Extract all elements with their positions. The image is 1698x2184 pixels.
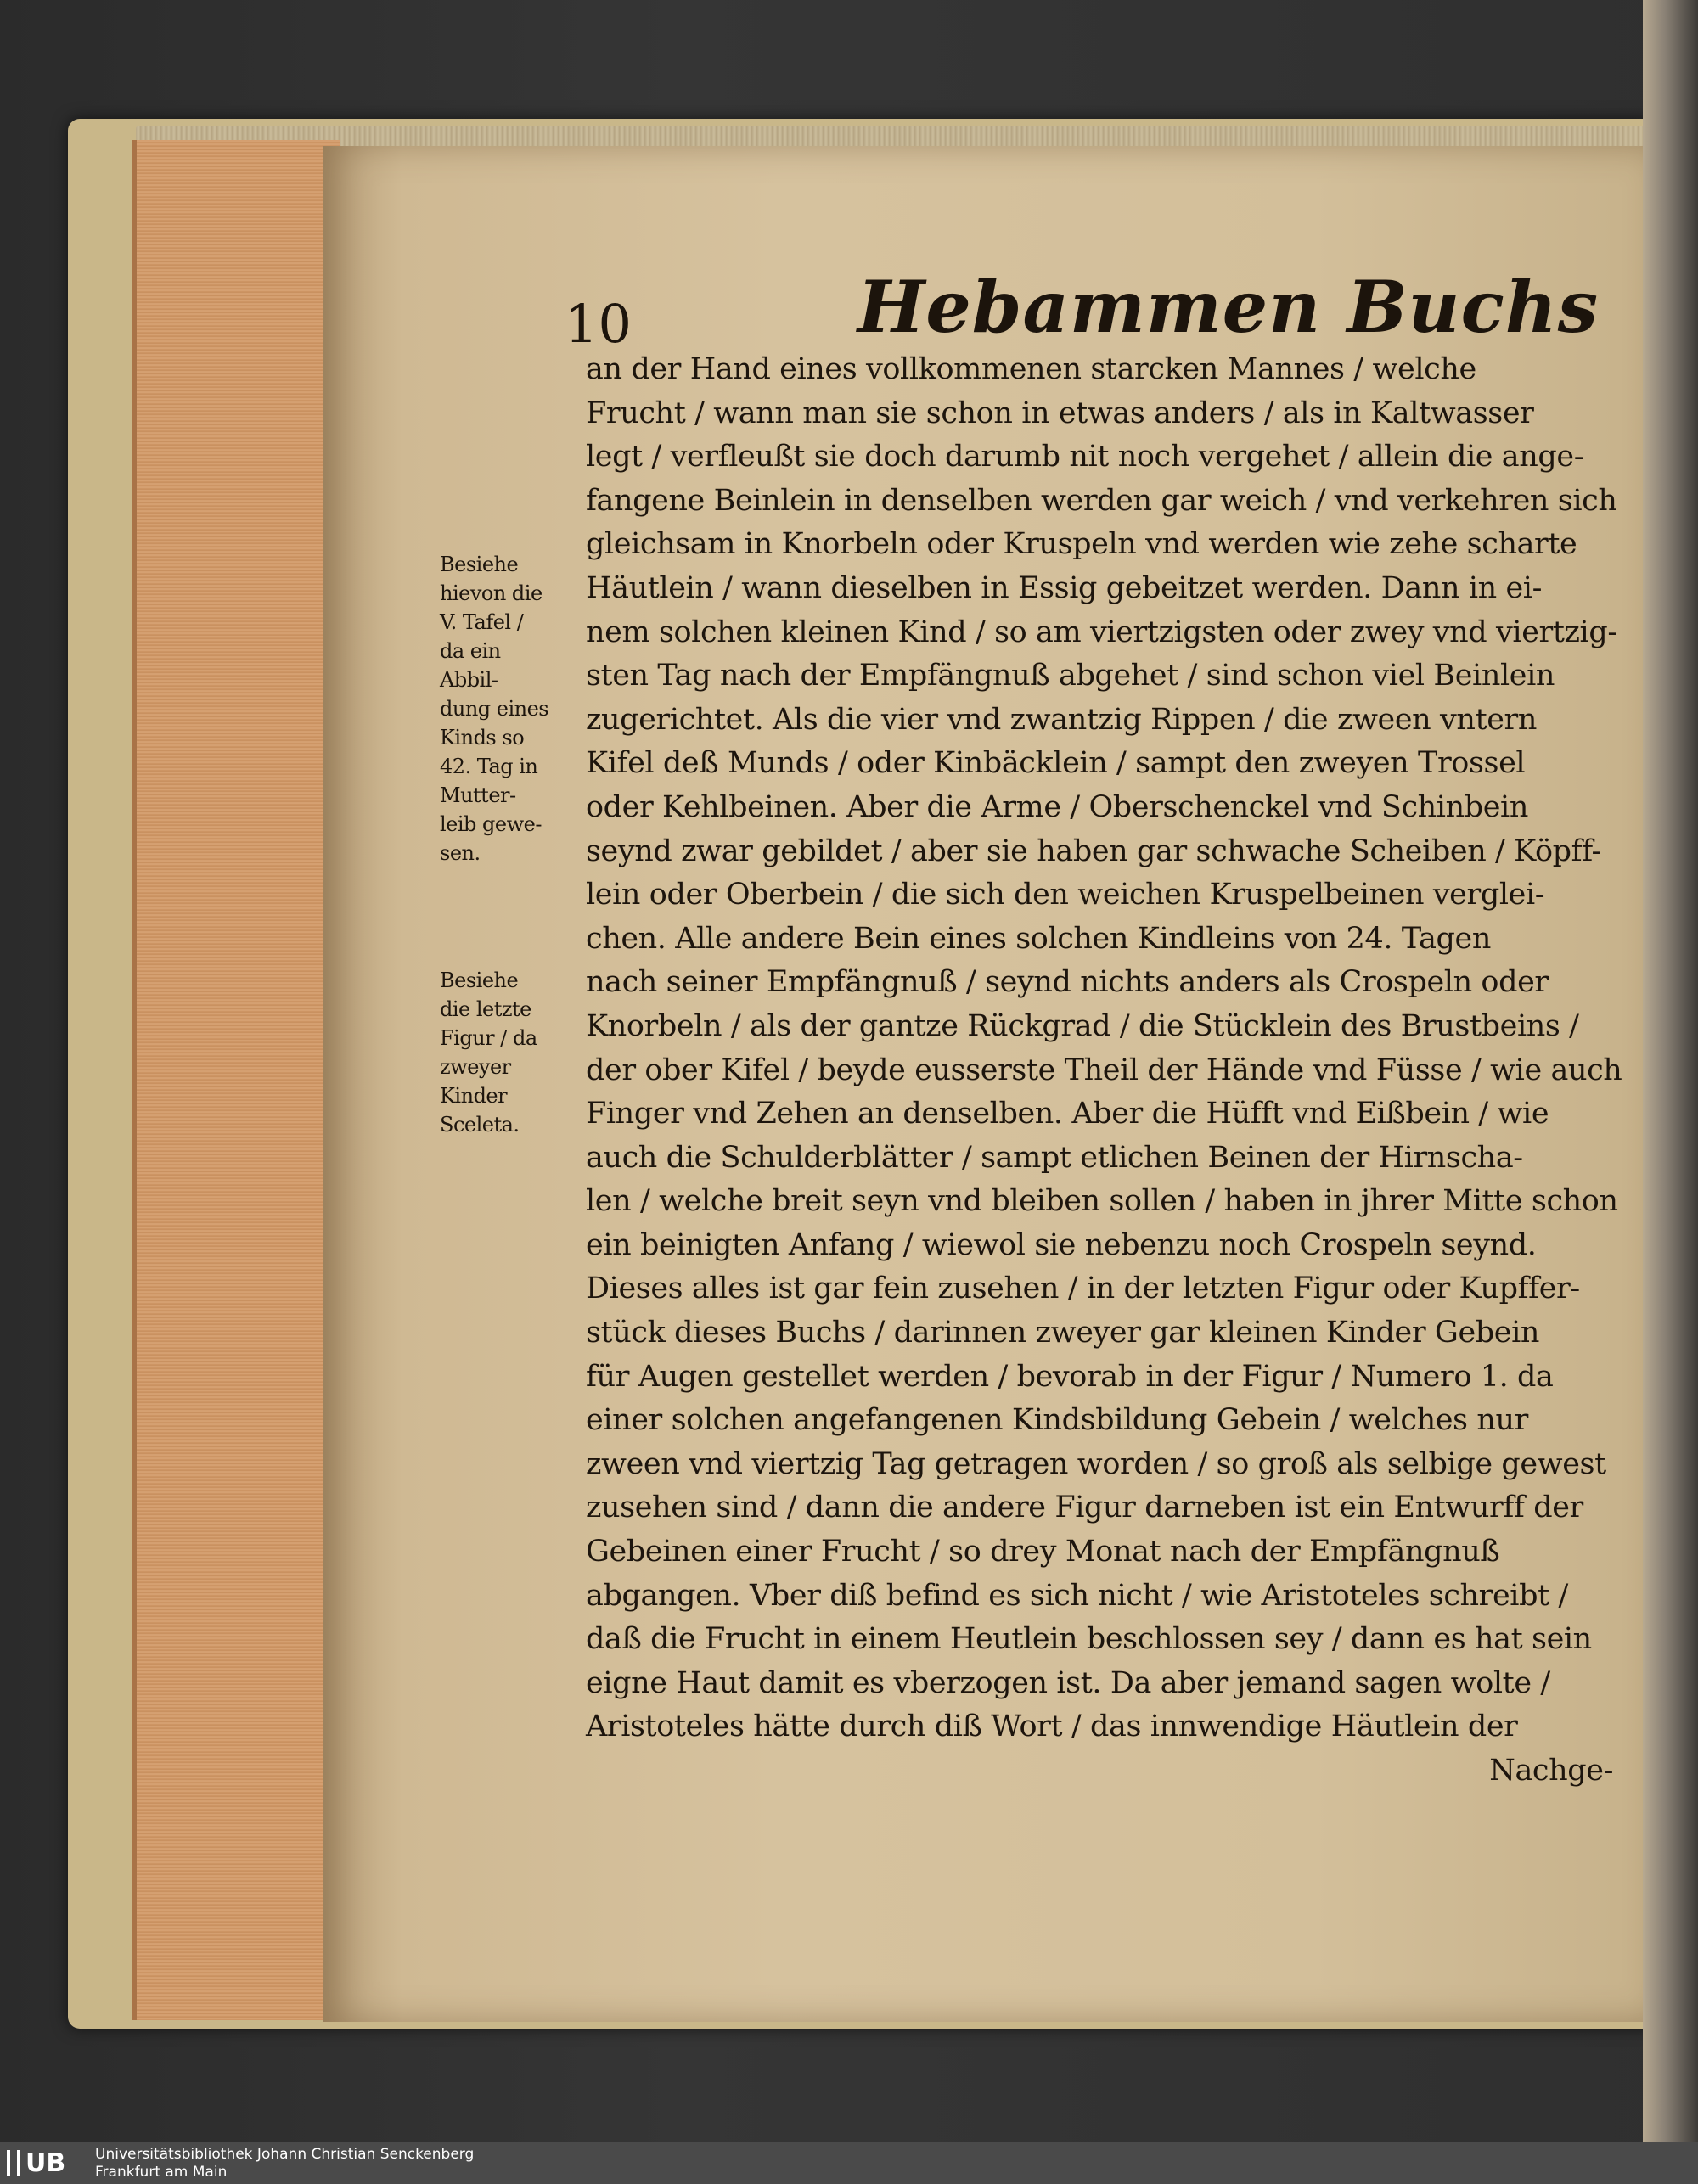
text-line: legt / verfleußt sie doch darumb nit noch vergehet / allein die ange-	[586, 440, 1584, 474]
margin-note-line: Sceleta.	[440, 1113, 520, 1137]
text-line: der ober Kifel / beyde eusserste Theil der Hände vnd Füsse / wie auch	[586, 1053, 1622, 1087]
page-edges	[132, 140, 340, 2020]
margin-note-line: die letzte	[440, 997, 531, 1021]
facing-page-edge	[1643, 0, 1698, 2142]
text-line: seynd zwar gebildet / aber sie haben gar schwache Scheiben / Köpff-	[586, 834, 1601, 868]
ub-logo[interactable]	[7, 2147, 65, 2179]
margin-note-line: Mutter-	[440, 783, 516, 807]
text-line: ein beinigten Anfang / wiewol sie nebenzu noch Crospeln seynd.	[586, 1227, 1537, 1262]
margin-note-line: Besiehe	[440, 968, 519, 992]
margin-note-line: Figur / da	[440, 1026, 537, 1050]
library-name: Universitätsbibliothek Johann Christian Senckenberg	[95, 2146, 475, 2163]
text-line: für Augen gestellet werden / bevorab in der Figur / Numero 1. da	[586, 1359, 1554, 1394]
margin-note-line: dung eines	[440, 697, 549, 721]
text-line: gleichsam in Knorbeln oder Kruspeln vnd werden wie zehe scharte	[586, 527, 1577, 562]
ub-logo-text: UB	[25, 2148, 66, 2178]
margin-note-line: Abbil-	[440, 668, 498, 692]
text-line: sten Tag nach der Empfängnuß abgehet / sind schon viel Beinlein	[586, 659, 1555, 693]
ub-logo-icon	[7, 2150, 20, 2176]
margin-note-line: leib gewe-	[440, 812, 542, 836]
margin-note-line: Kinder	[440, 1084, 508, 1108]
text-line: daß die Frucht in einem Heutlein beschlossen sey / dann es hat sein	[586, 1622, 1592, 1657]
margin-note-line: Besiehe	[440, 553, 519, 576]
text-line: Gebeinen einer Frucht / so drey Monat nach der Empfängnuß	[586, 1535, 1500, 1569]
text-line: eigne Haut damit es vberzogen ist. Da aber jemand sagen wolte /	[586, 1665, 1550, 1700]
footer-bar	[0, 2142, 1698, 2184]
body-text	[586, 348, 1622, 1794]
margin-note-line: Kinds so	[440, 726, 525, 750]
text-line: chen. Alle andere Bein eines solchen Kindleins von 24. Tagen	[586, 921, 1492, 956]
library-city: Frankfurt am Main	[95, 2164, 228, 2181]
margin-note-2	[440, 966, 584, 1139]
margin-note-1	[440, 550, 584, 867]
text-line: Frucht / wann man sie schon in etwas anders / als in Kaltwasser	[586, 396, 1534, 430]
text-line: Häutlein / wann dieselben in Essig gebeitzet werden. Dann in ei-	[586, 570, 1543, 605]
text-line: Kifel deß Munds / oder Kinbäcklein / sampt den zweyen Trossel	[586, 746, 1526, 781]
text-line: len / welche breit seyn vnd bleiben sollen / haben in jhrer Mitte schon	[586, 1184, 1618, 1219]
text-line: zween vnd viertzig Tag getragen worden / so groß als selbige gewest	[586, 1446, 1606, 1481]
text-line: an der Hand eines vollkommenen starcken Mannes / welche	[586, 352, 1476, 386]
catchword: Nachge-	[1489, 1754, 1613, 1788]
text-line: abgangen. Vber diß befind es sich nicht / wie Aristoteles schreibt /	[586, 1578, 1568, 1613]
text-line: Finger vnd Zehen an denselben. Aber die Hüfft vnd Eißbein / wie	[586, 1097, 1549, 1131]
text-line: nach seiner Empfängnuß / seynd nichts anders als Crospeln oder	[586, 965, 1549, 1000]
text-line: Dieses alles ist gar fein zusehen / in der letzten Figur oder Kupffer-	[586, 1272, 1580, 1306]
text-line: zugerichtet. Als die vier vnd zwantzig Rippen / die zween vntern	[586, 702, 1538, 737]
text-line: oder Kehlbeinen. Aber die Arme / Oberschenckel vnd Schinbein	[586, 789, 1528, 824]
margin-note-line: hievon die	[440, 581, 543, 605]
text-line: stück dieses Buchs / darinnen zweyer gar kleinen Kinder Gebein	[586, 1316, 1540, 1350]
text-line: nem solchen kleinen Kind / so am viertzigsten oder zwey vnd viertzig-	[586, 615, 1617, 649]
text-line: zusehen sind / dann die andere Figur darneben ist ein Entwurff der	[586, 1491, 1583, 1525]
text-line: auch die Schulderblätter / sampt etlichen Beinen der Hirnscha-	[586, 1140, 1523, 1175]
text-line: einer solchen angefangenen Kindsbildung Gebein / welches nur	[586, 1403, 1528, 1438]
text-line: Knorbeln / als der gantze Rückgrad / die Stücklein des Brustbeins /	[586, 1008, 1579, 1043]
margin-note-line: V. Tafel /	[440, 610, 524, 634]
running-head: Hebammen Buchs	[857, 265, 1600, 349]
text-line: lein oder Oberbein / die sich den weichen Kruspelbeinen verglei-	[586, 878, 1545, 912]
margin-note-line: sen.	[440, 841, 481, 865]
margin-note-line: 42. Tag in	[440, 755, 538, 778]
margin-note-line: da ein	[440, 639, 501, 663]
text-line: fangene Beinlein in denselben werden gar weich / vnd verkehren sich	[586, 483, 1617, 518]
page-number: 10	[565, 293, 632, 355]
text-line: Aristoteles hätte durch diß Wort / das innwendige Häutlein der	[586, 1710, 1518, 1744]
margin-note-line: zweyer	[440, 1055, 511, 1079]
